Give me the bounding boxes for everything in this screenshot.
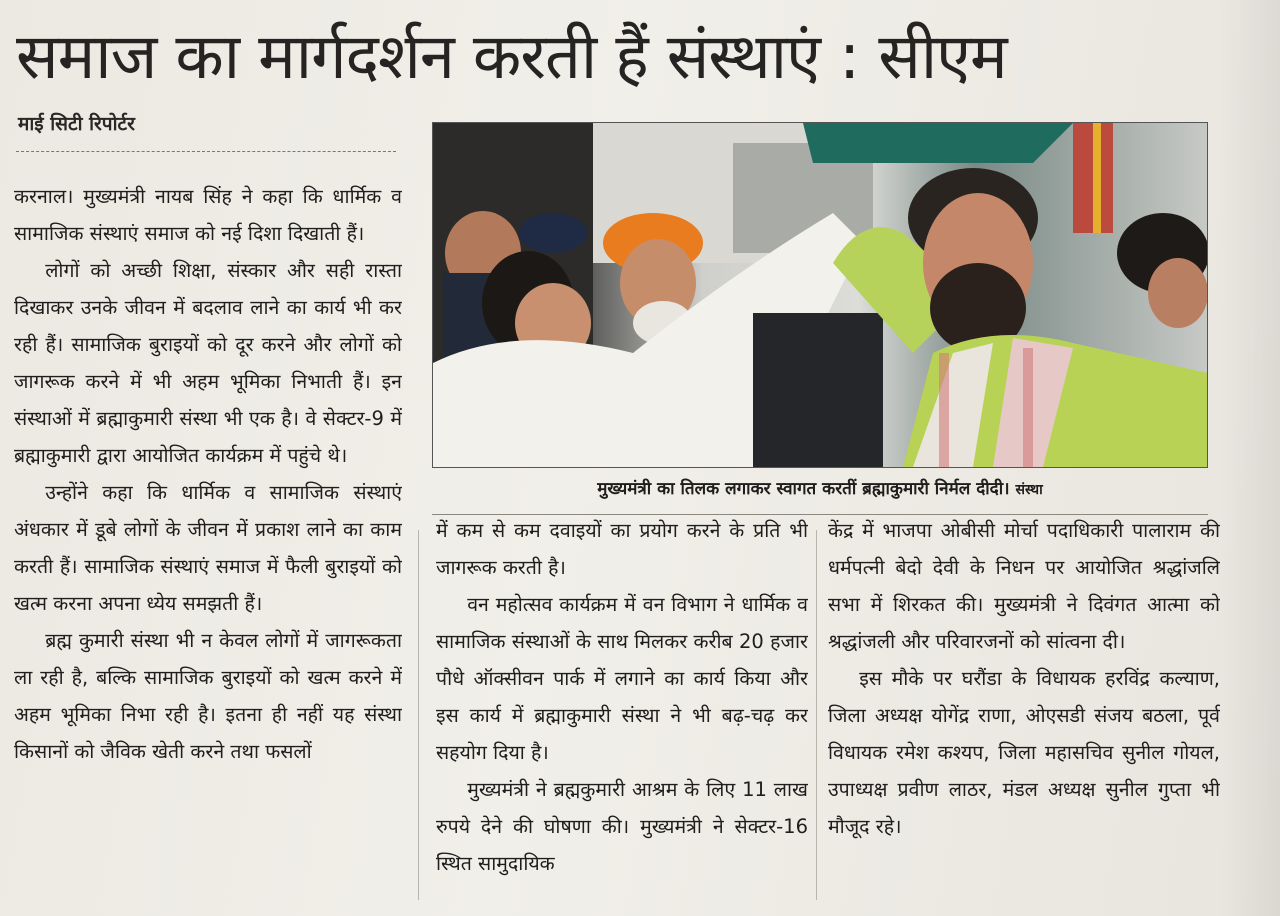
paragraph: वन महोत्सव कार्यक्रम में वन विभाग ने धार्मिक व सामाजिक संस्थाओं के साथ मिलकर करीब 20 हजार पौधे ऑक्सीवन पार्क में लगाने का कार्य किया और इस कार्य में ब्रह्माकुमारी संस्था ने भी बढ़-चढ़ कर सहयोग दिया है। — [436, 593, 808, 764]
photo-caption — [432, 474, 1208, 505]
article-column-3 — [828, 512, 1220, 902]
paragraph: में कम से कम दवाइयों का प्रयोग करने के प्रति भी जागरूक करती है। — [436, 519, 808, 579]
article-column-1 — [14, 178, 402, 906]
paragraph: उन्होंने कहा कि धार्मिक व सामाजिक संस्थाएं अंधकार में डूबे लोगों के जीवन में प्रकाश लाने का काम करती हैं। सामाजिक संस्थाएं समाज में फैली बुराइयों को खत्म करना अपना ध्येय समझती हैं। — [14, 481, 402, 615]
page-edge-shadow — [1220, 0, 1280, 916]
paragraph: केंद्र में भाजपा ओबीसी मोर्चा पदाधिकारी पालाराम की धर्मपत्नी बेदो देवी के निधन पर आयोजित श्रद्धांजलि सभा में शिरकत की। मुख्यमंत्री ने दिवंगत आत्मा को श्रद्धांजली और परिवारजनों को सांत्वना दी। — [828, 519, 1220, 653]
photo-credit: संस्था — [1015, 482, 1043, 498]
column-divider — [816, 530, 817, 900]
paragraph: ब्रह्म कुमारी संस्था भी न केवल लोगों में जागरूकता ला रही है, बल्कि सामाजिक बुराइयों को खत्म करने में अहम भूमिका निभा रही है। इतना ही नहीं यह संस्था किसानों को जैविक खेती करने तथा फसलों — [14, 629, 402, 763]
paragraph: लोगों को अच्छी शिक्षा, संस्कार और सही रास्ता दिखाकर उनके जीवन में बदलाव लाने का कार्य भी कर रही हैं। सामाजिक बुराइयों को दूर करने और लोगों को जागरूक करने में भी अहम भूमिका निभाती हैं। इन संस्थाओं में ब्रह्माकुमारी संस्था भी एक है। वे सेक्टर-9 में ब्रह्माकुमारी द्वारा आयोजित कार्यक्रम में पहुंचे थे। — [14, 259, 402, 467]
article-column-2 — [436, 512, 808, 902]
article-headline: समाज का मार्गदर्शन करती हैं संस्थाएं : सीएम — [16, 20, 1007, 93]
paragraph: करनाल। मुख्यमंत्री नायब सिंह ने कहा कि धार्मिक व सामाजिक संस्थाएं समाज को नई दिशा दिखाती हैं। — [14, 185, 402, 245]
column-divider — [418, 530, 419, 900]
paragraph: इस मौके पर घरौंडा के विधायक हरविंद्र कल्याण, जिला अध्यक्ष योगेंद्र राणा, ओएसडी संजय बठला, पूर्व विधायक रमेश कश्यप, जिला महासचिव सुनील गोयल, उपाध्यक्ष प्रवीण लाठर, मंडल अध्यक्ष सुनील गुप्ता भी मौजूद रहे। — [828, 667, 1220, 838]
caption-text: मुख्यमंत्री का तिलक लगाकर स्वागत करतीं ब्रह्माकुमारी निर्मल दीदी। — [597, 479, 1010, 499]
article-photo — [432, 122, 1208, 468]
byline-divider — [16, 151, 396, 152]
article-byline: माई सिटी रिपोर्टर — [18, 113, 135, 135]
photo-illustration — [433, 123, 1207, 467]
paragraph: मुख्यमंत्री ने ब्रह्मकुमारी आश्रम के लिए 11 लाख रुपये देने की घोषणा की। मुख्यमंत्री ने सेक्टर-16 स्थित सामुदायिक — [436, 778, 808, 875]
